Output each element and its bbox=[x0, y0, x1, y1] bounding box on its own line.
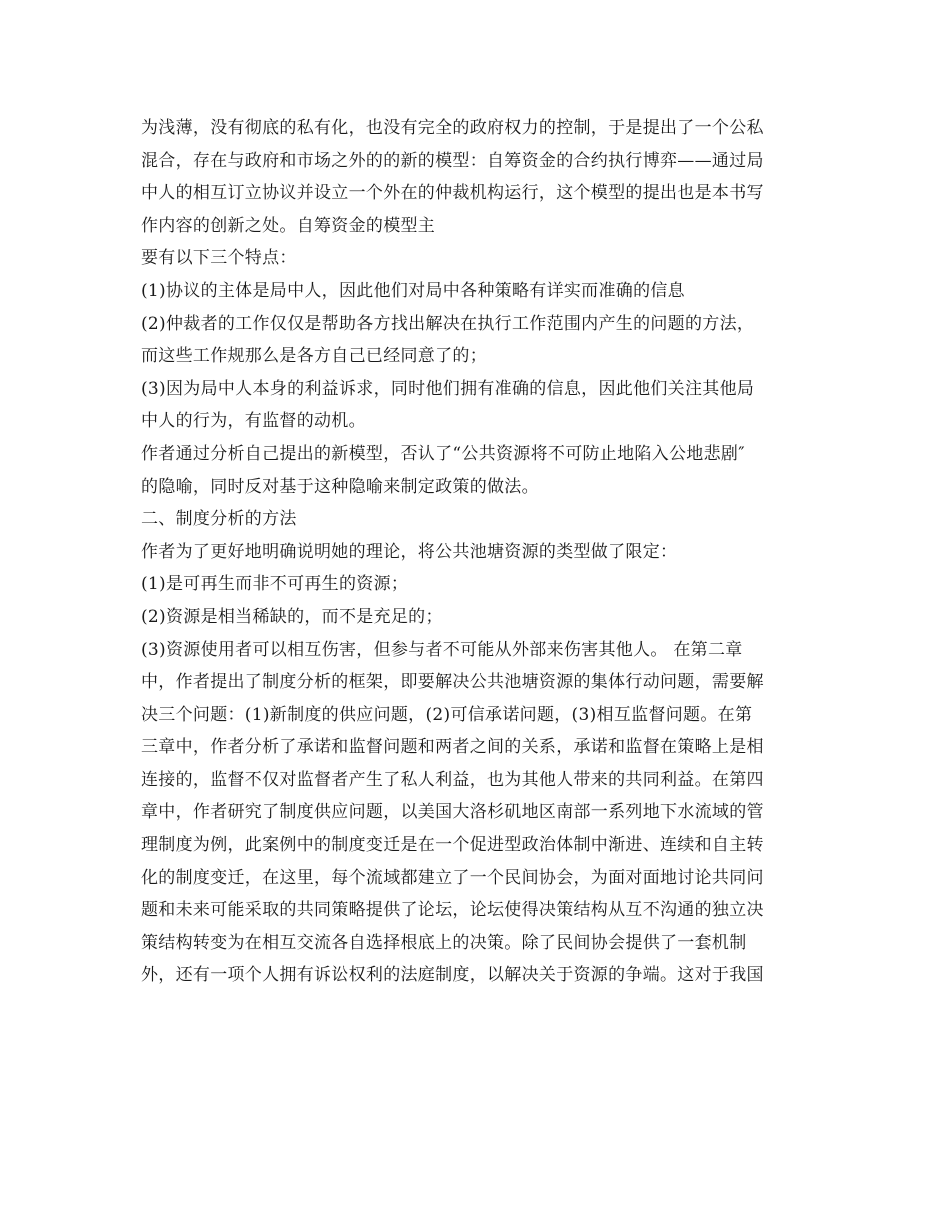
text-line: 为浅薄，没有彻底的私有化，也没有完全的政府权力的控制，于是提出了一个公私 bbox=[141, 118, 764, 138]
text-line: 要有以下三个特点： bbox=[141, 248, 297, 269]
text-line: 化的制度变迁，在这里，每个流域都建立了一个民间协会，为面对面地讨论共同问 bbox=[141, 867, 764, 888]
text-line: 连接的，监督不仅对监督者产生了私人利益，也为其他人带来的共同利益。在第四 bbox=[141, 769, 764, 790]
text-line: 决三个问题：(1)新制度的供应问题，(2)可信承诺问题，(3)相互监督问题。在第 bbox=[141, 704, 753, 725]
document-body bbox=[141, 112, 813, 992]
list-item: (3)资源使用者可以相互伤害，但参与者不可能从外部来伤害其他人。 在第二章 bbox=[141, 639, 743, 660]
list-item: (2)仲裁者的工作仅仅是帮助各方找出解决在执行工作范围内产生的问题的方法， bbox=[141, 313, 755, 334]
text-line: 作者为了更好地明确说明她的理论，将公共池塘资源的类型做了限定： bbox=[141, 541, 678, 562]
text-line: 而这些工作规那么是各方自己已经同意了的； bbox=[141, 346, 487, 367]
text-line: 章中，作者研究了制度供应问题，以美国大洛杉矶地区南部一系列地下水流域的管 bbox=[141, 802, 764, 823]
text-line: 混合，存在与政府和市场之外的的新的模型：自筹资金的合约执行博弈——通过局 bbox=[141, 150, 764, 171]
text-line: 三章中，作者分析了承诺和监督问题和两者之间的关系，承诺和监督在策略上是相 bbox=[141, 737, 764, 758]
text-line: 理制度为例，此案例中的制度变迁是在一个促进型政治体制中渐进、连续和自主转 bbox=[141, 835, 764, 856]
text-line: 作者通过分析自己提出的新模型，否认了“公共资源将不可防止地陷入公地悲剧″ bbox=[141, 443, 745, 464]
text-line: 中，作者提出了制度分析的框架，即要解决公共池塘资源的集体行动问题，需要解 bbox=[141, 672, 764, 693]
text-line: 的隐喻，同时反对基于这种隐喻来制定政策的做法。 bbox=[141, 476, 539, 497]
list-item: (1)协议的主体是局中人，因此他们对局中各种策略有详实而准确的信息 bbox=[141, 280, 685, 301]
text-line: 中人的相互订立协议并设立一个外在的仲裁机构运行，这个模型的提出也是本书写 bbox=[141, 183, 764, 204]
text-line: 外，还有一项个人拥有诉讼权利的法庭制度，以解决关于资源的争端。这对于我国 bbox=[141, 965, 764, 986]
text-line: 作内容的创新之处。自筹资金的模型主 bbox=[141, 215, 436, 236]
text-line: 策结构转变为在相互交流各自选择根底上的决策。除了民间协会提供了一套机制 bbox=[141, 932, 747, 953]
list-item: (1)是可再生而非不可再生的资源； bbox=[141, 574, 409, 595]
text-line: 中人的行为，有监督的动机。 bbox=[141, 411, 366, 432]
section-heading: 二、制度分析的方法 bbox=[141, 509, 297, 530]
list-item: (3)因为局中人本身的利益诉求，同时他们拥有准确的信息，因此他们关注其他局 bbox=[141, 378, 755, 399]
text-line: 题和未来可能采取的共同策略提供了论坛，论坛使得决策结构从互不沟通的独立决 bbox=[141, 900, 764, 921]
list-item: (2)资源是相当稀缺的，而不是充足的； bbox=[141, 606, 443, 627]
